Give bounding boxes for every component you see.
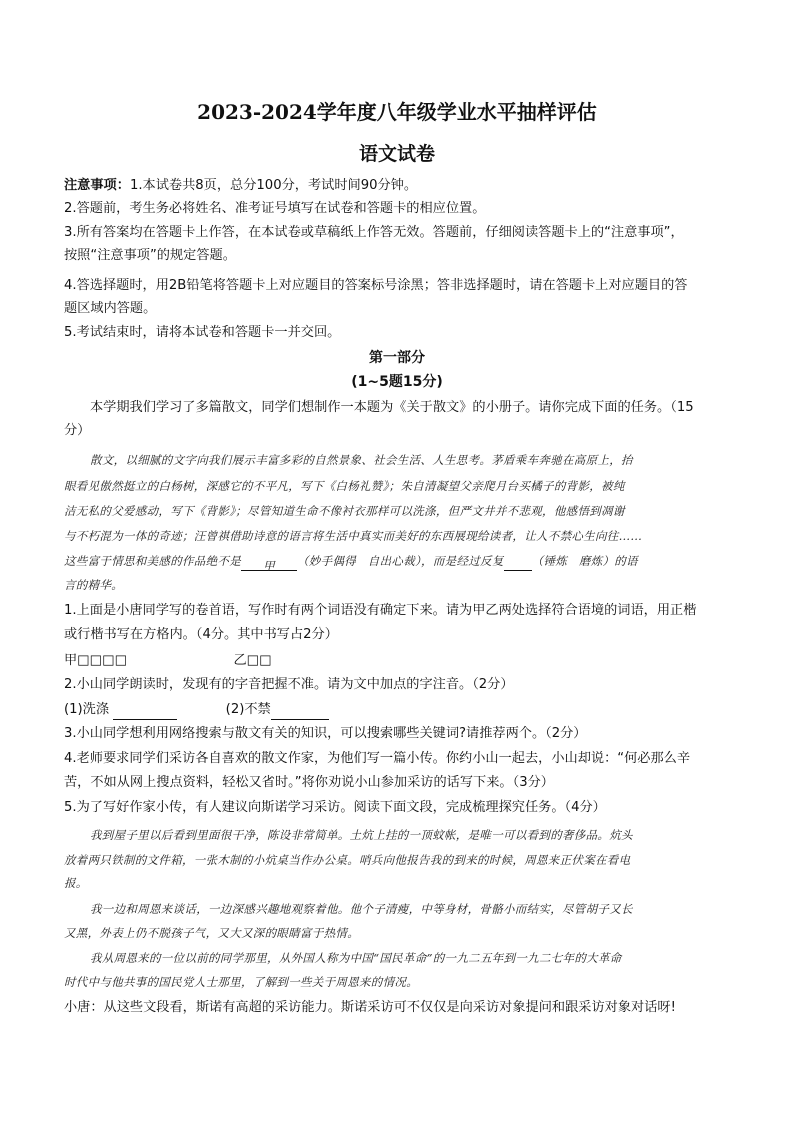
blank-jia: 甲 — [241, 556, 297, 571]
note-1 — [64, 176, 736, 196]
question-4b: 苦，不如从网上搜点资料，轻松又省时。”将你劝说小山参加采访的话写下来。（3分） — [64, 775, 554, 790]
passage-line-2: 眼看见傲然挺立的白杨树，深感它的不平凡，写下《白杨礼赞》；朱自清凝望父亲爬月台买橘子的背影，被纯 — [64, 479, 625, 493]
q2-item-1: (1)洗涤 — [64, 702, 110, 717]
question-2: 2.小山同学朗读时，发现有的字音把握不准。请为文中加点的字注音。（2分） — [64, 677, 514, 692]
passage-line-5-pre: 这些富于情思和美感的作品绝不是 — [64, 554, 241, 568]
yi-boxes: 乙□□ — [233, 653, 272, 668]
answer-boxes — [64, 651, 736, 671]
intro-line-1: 本学期我们学习了多篇散文，同学们想制作一本题为《关于散文》的小册子。请你完成下面的任务。（15 — [90, 400, 694, 415]
passage-line-5-mid: （妙手偶得 自出心裁），而是经过反复 — [297, 554, 504, 568]
passage-line-5-post: （锤炼 磨炼）的语 — [531, 554, 638, 568]
intro-line-2: 分） — [64, 423, 91, 438]
reading-1a: 我到屋子里以后看到里面很干净，陈设非常简单。土炕上挂的一顶蚊帐，是唯一可以看到的奢侈品。炕头 — [90, 828, 633, 842]
part-heading: 第一部分 — [369, 350, 425, 366]
question-4a: 4.老师要求同学们采访各自喜欢的散文作家，为他们写一篇小传。你约小山一起去，小山却说：“何必那么辛 — [64, 751, 691, 766]
q2-blank-1 — [113, 705, 177, 720]
page-title: 2023-2024学年度八年级学业水平抽样评估 — [197, 100, 597, 124]
note-2: 2.答题前，考生务必将姓名、准考证号填写在试卷和答题卡的相应位置。 — [64, 201, 486, 216]
note-3a: 3.所有答案均在答题卡上作答，在本试卷或草稿纸上作答无效。答题前，仔细阅读答题卡上的“注意事项”， — [64, 225, 684, 240]
part-subheading: (1~5题15分) — [351, 374, 443, 390]
passage-line-1: 散文，以细腻的文字向我们展示丰富多彩的自然景象、社会生活、人生思考。茅盾乘车奔驰在高原上，抬 — [90, 453, 633, 467]
question-2-items — [64, 700, 736, 720]
passage-line-3-text: 洁无私的父爱感动，写下《背影》；尽管知道生命不像衬衣那样可以洗涤，但严文井并不悲观，他感悟到凋谢 — [64, 504, 625, 518]
reading-2a: 我一边和周恩来谈话，一边深感兴趣地观察着他。他个子清瘦，中等身材，骨骼小而结实，尽管胡子又长 — [90, 902, 633, 916]
note-4a: 4.答选择题时，用2B铅笔将答题卡上对应题目的答案标号涂黑；答非选择题时，请在答题卡上对应题目的答 — [64, 278, 688, 293]
q2-blank-2 — [271, 705, 329, 720]
note-4b: 题区域内答题。 — [64, 301, 157, 316]
xiaotang-comment: 小唐：从这些文段看，斯诺有高超的采访能力。斯诺采访可不仅仅是向采访对象提问和跟采访对象对话呀! — [64, 1000, 676, 1015]
passage-line-5 — [64, 551, 736, 571]
notes-label: 注意事项： — [64, 178, 130, 193]
passage-line-4: 与不朽混为一体的奇迹；汪曾祺借助诗意的语言将生活中真实而美好的东西展现给读者，让人不禁心生向往…… — [64, 529, 643, 543]
reading-2b: 又黑，外表上仍不脱孩子气，又大又深的眼睛富于热情。 — [64, 926, 359, 940]
jia-boxes: 甲□□□□ — [64, 653, 128, 668]
question-5: 5.为了写好作家小传，有人建议向斯诺学习采访。阅读下面文段，完成梳理探究任务。（4分） — [64, 800, 606, 815]
reading-3a: 我从周恩来的一位以前的同学那里，从外国人称为中国“国民革命”的一九二五年到一九二七年的大革命 — [90, 951, 622, 965]
note-5: 5.考试结束时，请将本试卷和答题卡一并交回。 — [64, 325, 341, 340]
reading-1c: 报。 — [64, 876, 88, 890]
question-3: 3.小山同学想利用网络搜索与散文有关的知识，可以搜索哪些关键词?请推荐两个。（2分） — [64, 726, 587, 741]
note-3b: 按照“注意事项”的规定答题。 — [64, 248, 236, 263]
passage-line-6: 言的精华。 — [64, 578, 123, 592]
passage-line-3 — [64, 501, 736, 521]
reading-3b: 时代中与他共事的国民党人士那里，了解到一些关于周恩来的情况。 — [64, 975, 418, 989]
reading-1b: 放着两只铁制的文件箱，一张木制的小炕桌当作办公桌。哨兵向他报告我的到来的时候，周恩来正伏案在看电 — [64, 853, 631, 867]
q2-item-2: (2)不禁 — [225, 702, 271, 717]
question-1a: 1.上面是小唐同学写的卷首语，写作时有两个词语没有确定下来。请为甲乙两处选择符合语境的词语，用正楷 — [64, 603, 697, 618]
page-subtitle: 语文试卷 — [358, 143, 435, 165]
question-1b: 或行楷书写在方格内。（4分。其中书写占2分） — [64, 627, 338, 642]
note-1-text: 1.本试卷共8页，总分100分，考试时间90分钟。 — [129, 178, 418, 193]
blank-yi — [504, 556, 532, 571]
